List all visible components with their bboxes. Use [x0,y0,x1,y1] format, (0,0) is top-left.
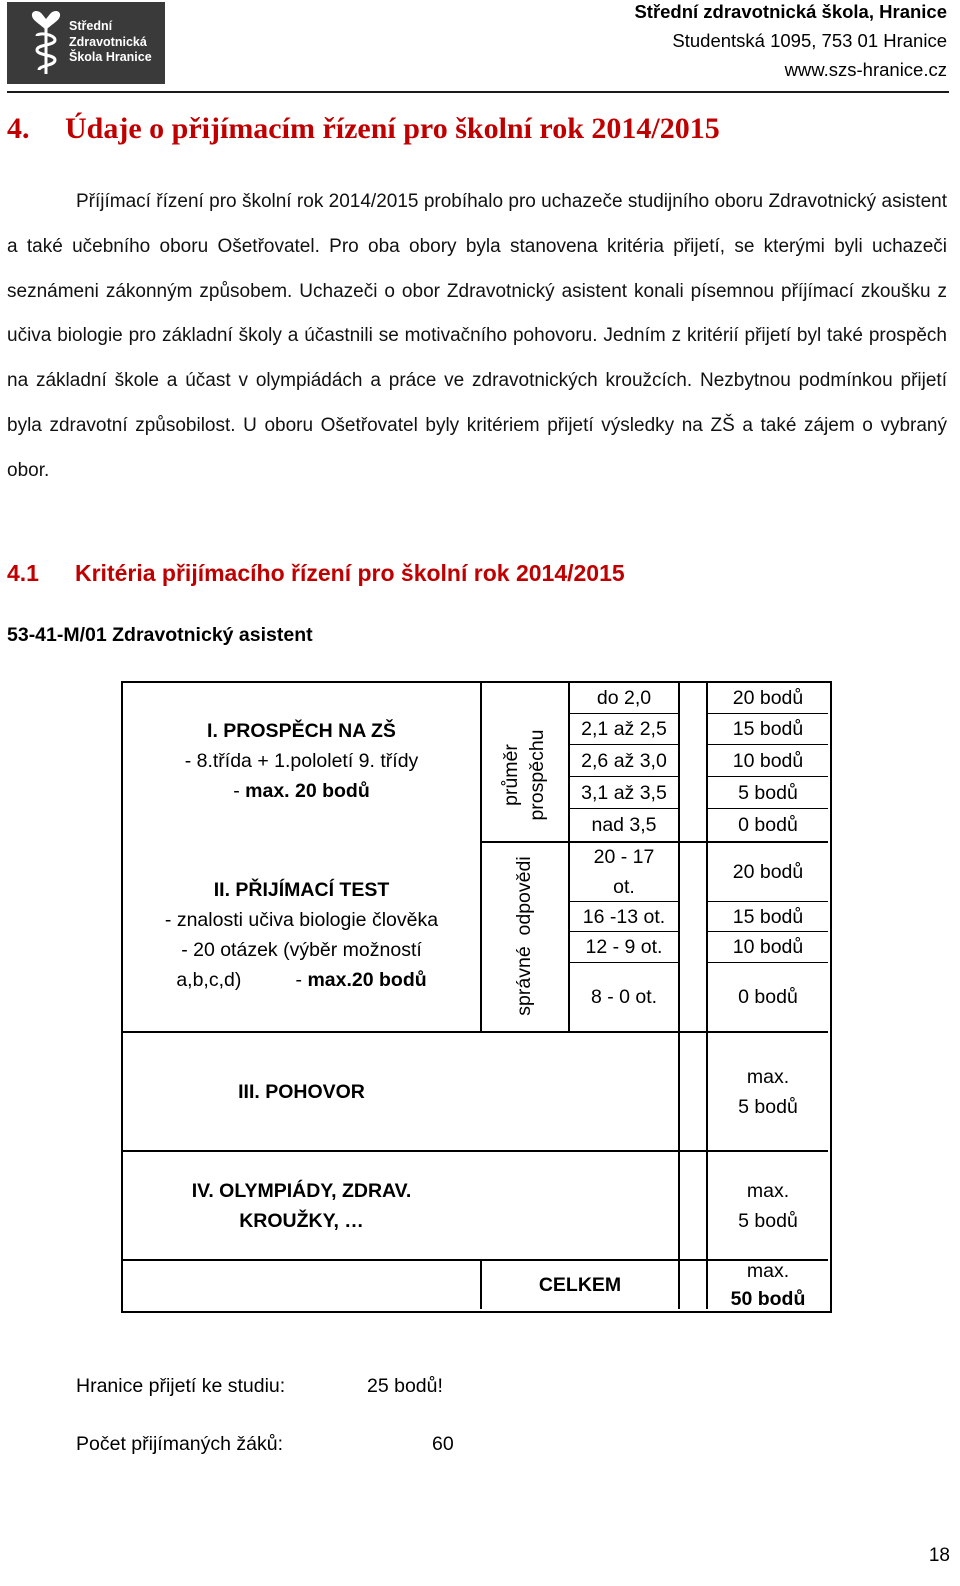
answers-range-cell: 12 - 9 ot. [585,936,663,958]
grade-range-cell: 2,1 až 2,5 [581,718,667,740]
logo-line: Střední [69,19,113,33]
criterion-detail-prefix: a,b,c,d) - [176,969,308,991]
grade-range-cell: do 2,0 [596,687,652,709]
points-line: 5 bodů [738,1095,798,1118]
section-number: 4. [7,112,30,145]
school-website: www.szs-hranice.cz [784,59,947,80]
criterion-max-points: max. 20 bodů [245,780,370,802]
criterion-max-points: max.20 bodů [307,969,427,991]
criterion-interview-title: III. POHOVOR [238,1080,365,1103]
total-max-points: 50 bodů [730,1288,806,1310]
body-paragraph: Příjímací řízení pro školní rok 2014/2015 probíhalo pro uchazeče studijního oboru Zdravotnický asistent a také učebního oboru Ošetřovatel. Pro oba obory byla stanovena kritéria přijetí, se kterými byli uchazeči seznámeni zákonným způsobem. Uchazeči o obor Zdravotnický asistent konali písemnou příjímací zkoušku z učiva biologie pro základní školy a účastnili se motivačního pohovoru. Jedním z kritérií přijetí byl také prospěch na základní škole a účast v olympiádách a práce ve zdravotnických kroužcích. Nezbytnou podmínkou přijetí byla zdravotní způsobilost. U oboru Ošetřovatel byly kritériem přijetí výsledky na ZŠ a také zájem o vybraný obor. [7,191,947,481]
subsection-title: Kritéria přijímacího řízení pro školní rok 2014/2015 [75,560,625,586]
criterion-title: II. PŘIJÍMACÍ TEST [213,879,390,901]
section-title: Údaje o přijímacím řízení pro školní rok 2014/2015 [65,112,720,145]
points-line: max. [746,1179,790,1202]
points-line: max. [746,1260,790,1282]
answers-range-cell [570,843,678,901]
points-line: 5 bodů [738,1209,798,1232]
page-number: 18 [928,1545,950,1566]
table-divider [678,683,680,1309]
criterion-title: I. PROSPĚCH NA ZŠ [207,720,396,742]
points-cell: 0 bodů [738,814,798,836]
criterion-grades-description [123,716,480,806]
criterion-title-line: KROUŽKY, … [239,1209,364,1232]
logo-line: Škola Hranice [69,50,152,64]
admitted-count-value: 60 [432,1433,454,1455]
criterion-title-line: IV. OLYMPIÁDY, ZDRAV. [191,1179,412,1202]
average-grade-vertical-label [498,696,550,854]
grade-range-cell: 2,6 až 3,0 [581,749,667,772]
logo-text [69,19,152,66]
criterion-detail [123,776,480,806]
criteria-table [121,681,832,1313]
total-points-cell [708,1261,828,1309]
points-cell: 5 bodů [738,781,798,804]
points-cell: 0 bodů [738,986,798,1008]
criterion-detail: - znalosti učiva biologie člověka [164,909,439,931]
points-line: max. [746,1065,790,1088]
points-cell: 20 bodů [732,861,804,883]
answers-range-line: ot. [613,876,635,898]
header-rule [7,91,949,93]
vertical-label-line: průměr [500,744,522,806]
school-name: Střední zdravotnická škola, Hranice [634,1,947,22]
points-cell: 20 bodů [732,687,804,709]
points-cell: 10 bodů [732,749,804,772]
vertical-label-line: správné odpovědi [513,856,535,1016]
subsection-number: 4.1 [7,560,39,586]
total-label: CELKEM [538,1274,622,1296]
school-logo [7,2,165,84]
criterion-test-description [123,875,480,995]
answers-range-line: 20 - 17 [593,846,655,868]
points-cell [708,1033,828,1150]
section-heading [7,112,720,146]
answers-range-cell: 8 - 0 ot. [590,986,658,1008]
table-divider [480,683,482,1031]
criterion-olympiads-title [123,1152,480,1259]
criterion-detail: - 20 otázek (výběr možností [181,939,422,961]
grade-range-cell: 3,1 až 3,5 [581,781,667,804]
vertical-label-line: prospěchu [526,729,548,821]
criterion-detail [123,965,480,995]
program-heading: 53-41-M/01 Zdravotnický asistent [7,624,313,646]
points-cell: 10 bodů [732,936,804,958]
logo-line: Zdravotnická [69,34,147,49]
points-cell: 15 bodů [732,905,804,928]
points-cell: 15 bodů [732,718,804,740]
correct-answers-vertical-label [508,845,540,1027]
admission-threshold-label: Hranice přijetí ke studiu: [76,1375,286,1397]
criterion-detail-prefix: - [233,780,246,802]
admitted-count-label: Počet přijímaných žáků: [76,1433,284,1455]
criterion-detail: - 8.třída + 1.pololetí 9. třídy [184,750,419,772]
caduceus-heart-icon [29,10,63,76]
school-address: Studentská 1095, 753 01 Hranice [672,30,947,51]
grade-range-cell: nad 3,5 [591,814,657,836]
points-cell [708,1152,828,1259]
answers-range-cell: 16 -13 ot. [582,905,666,928]
subsection-heading [7,560,625,587]
admission-threshold-value: 25 bodů! [367,1375,443,1397]
